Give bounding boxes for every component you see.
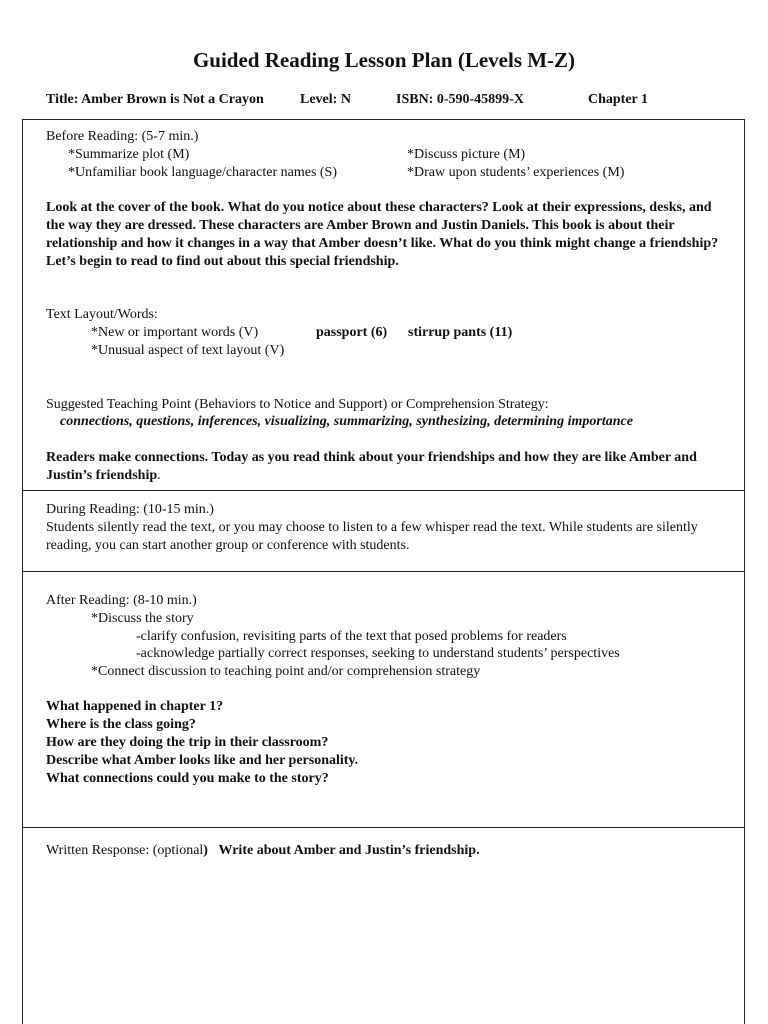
after-reading-heading: After Reading: (8-10 min.) xyxy=(46,593,197,608)
written-response-heading: Written Response: (optional xyxy=(46,843,204,858)
before-reading-heading: Before Reading: (5-7 min.) xyxy=(46,129,199,144)
layout-item: *New or important words (V) xyxy=(91,325,259,340)
document-title: Guided Reading Lesson Plan (Levels M-Z) xyxy=(192,48,576,72)
discussion-question: Describe what Amber looks like and her personality. xyxy=(46,753,359,768)
book-title: Title: Amber Brown is Not a Crayon xyxy=(46,92,264,107)
during-reading-section xyxy=(22,490,745,572)
after-item: *Discuss the story xyxy=(91,611,194,626)
written-response-section xyxy=(22,827,745,1024)
layout-item: *Unusual aspect of text layout (V) xyxy=(91,343,285,358)
strategy-list: connections, questions, inferences, visualizing, summarizing, synthesizing, determining importance xyxy=(60,414,633,429)
written-response-prompt: Write about Amber and Justin’s friendship. xyxy=(218,843,480,858)
during-reading-text: Students silently read the text, or you may choose to listen to a few whisper read the text. While students are silently reading, you can start another group or conference with students. xyxy=(46,520,698,553)
before-item: *Draw upon students’ experiences (M) xyxy=(407,165,625,180)
teaching-point: Readers make connections. Today as you read think about your friendships and how they are like Amber and Justin’s friendship. xyxy=(46,450,697,483)
discussion-question: Where is the class going? xyxy=(46,717,196,732)
during-reading-heading: During Reading: (10-15 min.) xyxy=(46,502,214,517)
before-item: *Discuss picture (M) xyxy=(407,147,526,162)
introduction-paragraph: Look at the cover of the book. What do you notice about these characters? Look at their expressions, desks, and the way they are dressed. These characters are Amber Brown and Justin Daniels. This book is about their relationship and how it changes in a way that Amber doesn’t like. What do you think might change a friendship? Let’s begin to read to find out about this special friendship. xyxy=(46,200,719,269)
after-subitem: -acknowledge partially correct responses, seeking to understand students’ perspectives xyxy=(136,646,620,661)
before-reading-section xyxy=(22,119,745,491)
after-item: *Connect discussion to teaching point and/or comprehension strategy xyxy=(91,664,481,679)
book-chapter: Chapter 1 xyxy=(588,92,649,107)
vocab-word: stirrup pants (11) xyxy=(408,325,513,340)
after-subitem: -clarify confusion, revisiting parts of the text that posed problems for readers xyxy=(136,629,567,644)
teaching-point-heading: Suggested Teaching Point (Behaviors to Notice and Support) or Comprehension Strategy: xyxy=(46,397,549,412)
book-level: Level: N xyxy=(300,92,351,107)
book-isbn: ISBN: 0-590-45899-X xyxy=(396,92,524,107)
vocab-word: passport (6) xyxy=(316,325,388,340)
discussion-question: How are they doing the trip in their classroom? xyxy=(46,735,329,750)
after-reading-section xyxy=(22,571,745,828)
before-item: *Unfamiliar book language/character names (S) xyxy=(68,165,338,180)
discussion-question: What happened in chapter 1? xyxy=(46,699,224,714)
text-layout-heading: Text Layout/Words: xyxy=(46,307,158,322)
before-item: *Summarize plot (M) xyxy=(68,147,190,162)
discussion-question: What connections could you make to the story? xyxy=(46,771,329,786)
written-response-line: Written Response: (optional) Write about Amber and Justin’s friendship. xyxy=(46,843,480,858)
